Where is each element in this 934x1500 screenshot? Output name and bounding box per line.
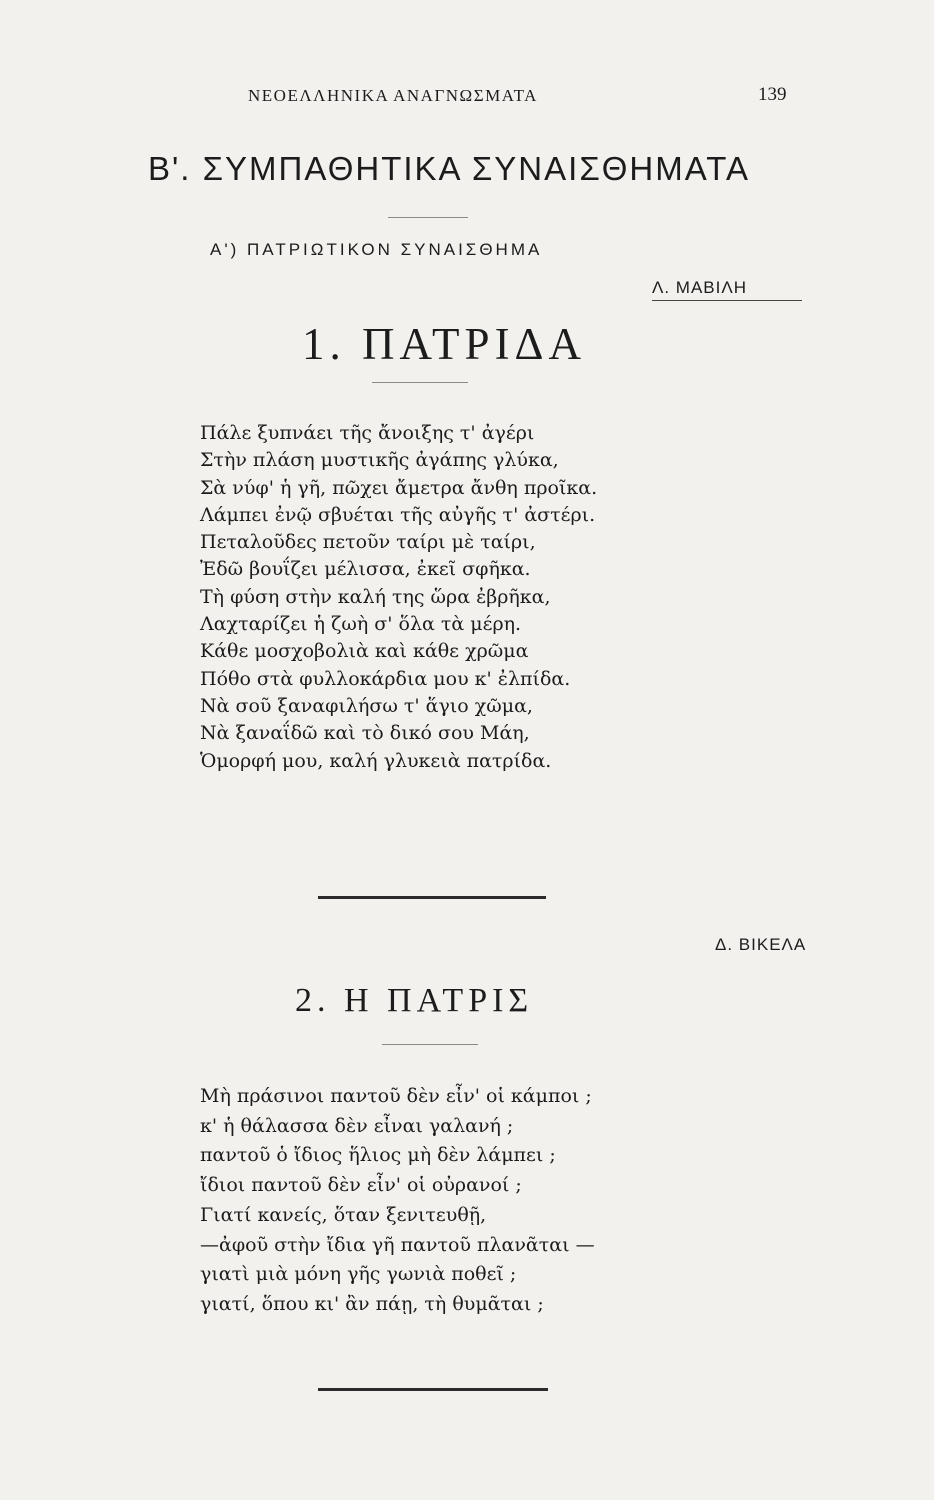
verse-line: Πεταλοῦδες πετοῦν ταίρι μὲ ταίρι, bbox=[200, 531, 536, 554]
verse-line: Νὰ ξαναΐδῶ καὶ τὸ δικό σου Μάη, bbox=[200, 722, 530, 745]
verse-line: Σὰ νύφ' ἡ γῆ, πῶχει ἄμετρα ἄνθη προῖκα. bbox=[200, 476, 598, 499]
verse-line: κ' ἡ θάλασσα δὲν εἶναι γαλανή ; bbox=[200, 1114, 514, 1137]
subsection-title: Α') ΠΑΤΡΙΩΤΙΚΟΝ ΣΥΝΑΙΣΘΗΜΑ bbox=[210, 240, 543, 259]
verse-line: Ὁμορφή μου, καλή γλυκειὰ πατρίδα. bbox=[200, 749, 552, 772]
verse-line: Νὰ σοῦ ξαναφιλήσω τ' ἅγιο χῶμα, bbox=[200, 694, 533, 717]
end-rule bbox=[318, 896, 546, 899]
verse-line: Πάλε ξυπνάει τῆς ἄνοιξης τ' ἀγέρι bbox=[200, 422, 535, 444]
verse-line: Στὴν πλάση μυστικῆς ἀγάπης γλύκα, bbox=[200, 449, 559, 472]
poem-2-verse bbox=[200, 1082, 595, 1320]
verse-line: Πόθο στὰ φυλλοκάρδια μου κ' ἐλπίδα. bbox=[200, 667, 571, 690]
verse-line: —ἀφοῦ στὴν ἴδια γῆ παντοῦ πλανᾶται — bbox=[200, 1233, 595, 1256]
page-number: 139 bbox=[758, 84, 787, 105]
running-head: ΝΕΟΕΛΛΗΝΙΚΑ ΑΝΑΓΝΩΣΜΑΤΑ bbox=[248, 86, 538, 105]
verse-line: Ἐδῶ βουΐζει μέλισσα, ἐκεῖ σφῆκα. bbox=[200, 558, 531, 581]
verse-line: Τὴ φύση στὴν καλή της ὥρα ἐβρῆκα, bbox=[200, 585, 551, 608]
verse-line: Γιατί κανείς, ὅταν ξενιτευθῇ, bbox=[200, 1203, 487, 1226]
verse-line: γιατί, ὅπου κι' ἂν πάῃ, τὴ θυμᾶται ; bbox=[200, 1292, 544, 1315]
verse-line: Λάμπει ἐνῷ σβυέται τῆς αὐγῆς τ' ἀστέρι. bbox=[200, 503, 596, 526]
verse-line: Μὴ πράσινοι παντοῦ δὲν εἶν' οἱ κάμποι ; bbox=[200, 1085, 592, 1107]
verse-line: Κάθε μοσχοβολιὰ καὶ κάθε χρῶμα bbox=[200, 640, 529, 663]
poem-2-title: 2. Η ΠΑΤΡΙΣ bbox=[295, 982, 534, 1019]
divider-rule bbox=[372, 382, 468, 383]
poem-1-author: Λ. ΜΑΒΙΛΗ bbox=[652, 278, 747, 297]
end-rule bbox=[318, 1388, 548, 1391]
poem-2-author: Δ. ΒΙΚΕΛΑ bbox=[715, 935, 807, 954]
author-underline bbox=[652, 300, 802, 301]
verse-line: ἴδιοι παντοῦ δὲν εἶν' οἱ οὐρανοί ; bbox=[200, 1174, 522, 1197]
divider-rule bbox=[382, 1044, 478, 1045]
verse-line: γιατὶ μιὰ μόνη γῆς γωνιὰ ποθεῖ ; bbox=[200, 1263, 517, 1286]
verse-line: Λαχταρίζει ἡ ζωὴ σ' ὅλα τὰ μέρη. bbox=[200, 613, 522, 636]
verse-line: παντοῦ ὁ ἴδιος ἥλιος μὴ δὲν λάμπει ; bbox=[200, 1144, 556, 1167]
poem-1-verse bbox=[200, 420, 597, 775]
section-title: Β'. ΣΥΜΠΑΘΗΤΙΚΑ ΣΥΝΑΙΣΘΗΜΑΤΑ bbox=[148, 150, 750, 187]
poem-1-title: 1. ΠΑΤΡΙΔΑ bbox=[302, 319, 586, 369]
divider-rule bbox=[388, 217, 468, 218]
